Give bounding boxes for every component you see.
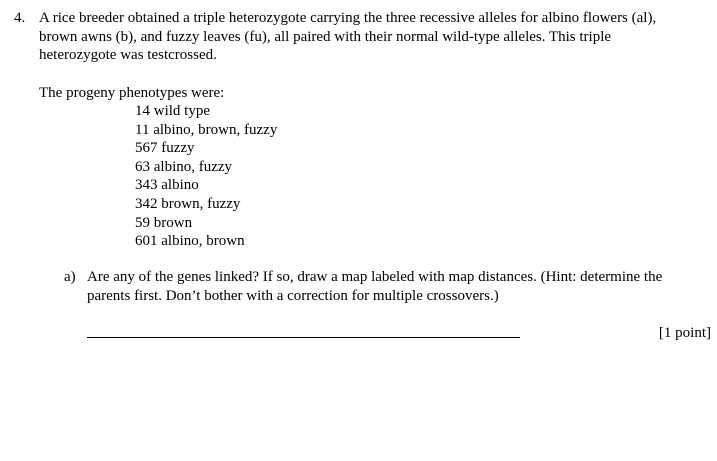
question-stem: A rice breeder obtained a triple heterozygote carrying the three recessive alleles for albino flowers (al), brown awns (b), and fuzzy leaves (fu), all paired with their normal wild-type alleles. This triple heterozygote was testcrossed. — [39, 10, 657, 63]
progeny-list — [135, 102, 277, 251]
question-number: 4. — [14, 10, 26, 26]
progeny-item: 59 brown — [135, 214, 193, 231]
progeny-item: 343 albino — [135, 177, 199, 194]
progeny-item: 342 brown, fuzzy — [135, 195, 241, 212]
progeny-item: 63 albino, fuzzy — [135, 158, 233, 175]
progeny-item: 601 albino, brown — [135, 233, 245, 250]
points-label: [1 point] — [658, 325, 711, 341]
progeny-item: 11 albino, brown, fuzzy — [135, 121, 278, 138]
part-a-text: Are any of the genes linked? If so, draw a map labeled with map distances. (Hint: determine the parents first. Don’t bother with a correction for multiple crossovers.) — [87, 269, 663, 304]
answer-line — [87, 337, 520, 338]
progeny-item: 567 fuzzy — [135, 140, 195, 157]
part-a-letter: a) — [64, 269, 76, 285]
progeny-item: 14 wild type — [135, 103, 210, 119]
progeny-intro: The progeny phenotypes were: — [39, 85, 225, 101]
